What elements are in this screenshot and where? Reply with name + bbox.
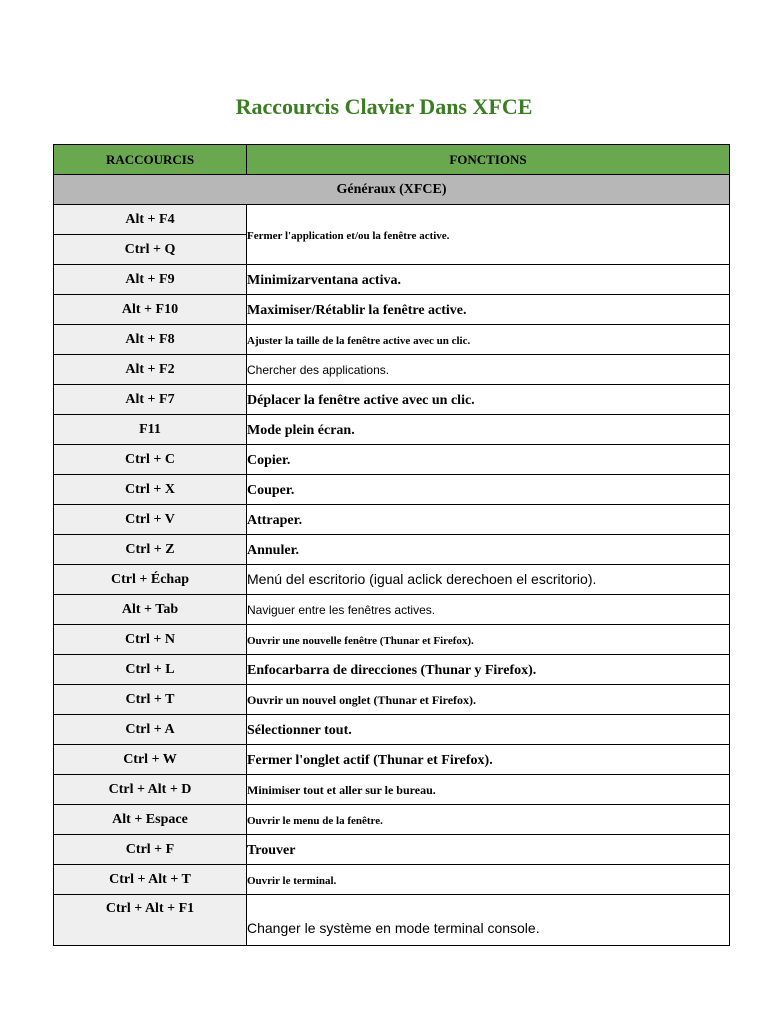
table-row [54,355,730,385]
shortcut-key: Ctrl + Alt + F1 [54,895,247,946]
shortcut-key: Ctrl + Échap [54,565,247,595]
shortcut-key: Alt + Tab [54,595,247,625]
table-row [54,415,730,445]
table-row [54,595,730,625]
column-header-shortcuts: RACCOURCIS [54,145,247,175]
table-row [54,625,730,655]
shortcut-function: Fermer l'onglet actif (Thunar et Firefox). [247,745,730,775]
shortcut-key: Ctrl + W [54,745,247,775]
shortcut-key: Ctrl + A [54,715,247,745]
shortcut-key: Alt + F7 [54,385,247,415]
shortcut-key: Alt + F9 [54,265,247,295]
table-row [54,805,730,835]
shortcut-function: Fermer l'application et/ou la fenêtre active. [247,205,730,265]
shortcut-function: Mode plein écran. [247,415,730,445]
shortcut-function: Trouver [247,835,730,865]
shortcut-function: Annuler. [247,535,730,565]
shortcut-key: Alt + Espace [54,805,247,835]
table-row [54,535,730,565]
shortcut-key: Alt + F10 [54,295,247,325]
shortcut-function: Minimizarventana activa. [247,265,730,295]
shortcut-key: Ctrl + C [54,445,247,475]
shortcut-function: Naviguer entre les fenêtres actives. [247,595,730,625]
shortcut-key: Alt + F2 [54,355,247,385]
table-row [54,475,730,505]
table-row [54,265,730,295]
shortcut-function: Ouvrir un nouvel onglet (Thunar et Firefox). [247,685,730,715]
page-title: Raccourcis Clavier Dans XFCE [235,94,533,119]
shortcut-function: Changer le système en mode terminal console. [247,895,730,946]
shortcut-function: Couper. [247,475,730,505]
shortcut-function: Ouvrir une nouvelle fenêtre (Thunar et Firefox). [247,625,730,655]
shortcut-key: Ctrl + Alt + D [54,775,247,805]
shortcut-function: Sélectionner tout. [247,715,730,745]
shortcut-key: Ctrl + L [54,655,247,685]
shortcut-key: Ctrl + N [54,625,247,655]
table-row [54,655,730,685]
table-row [54,445,730,475]
shortcut-key: Alt + F4 [54,205,247,235]
shortcut-key: Ctrl + V [54,505,247,535]
shortcut-function: Ajuster la taille de la fenêtre active avec un clic. [247,325,730,355]
table-row [54,565,730,595]
table-row [54,385,730,415]
shortcut-key: Ctrl + Alt + T [54,865,247,895]
section-title: Généraux (XFCE) [54,175,730,205]
shortcut-function: Ouvrir le terminal. [247,865,730,895]
shortcut-function: Déplacer la fenêtre active avec un clic. [247,385,730,415]
table-row [54,895,730,946]
table-header-row [54,145,730,175]
shortcuts-table [53,144,730,946]
table-row [54,865,730,895]
shortcut-function: Maximiser/Rétablir la fenêtre active. [247,295,730,325]
shortcut-key: Ctrl + F [54,835,247,865]
table-row [54,205,730,235]
shortcut-function: Chercher des applications. [247,355,730,385]
shortcut-function: Attraper. [247,505,730,535]
shortcut-function: Minimiser tout et aller sur le bureau. [247,775,730,805]
shortcut-key: F11 [54,415,247,445]
table-row [54,745,730,775]
table-row [54,835,730,865]
shortcut-key: Ctrl + Q [54,235,247,265]
section-row [54,175,730,205]
shortcut-function: Enfocarbarra de direcciones (Thunar y Firefox). [247,655,730,685]
table-row [54,505,730,535]
shortcut-key: Alt + F8 [54,325,247,355]
table-row [54,685,730,715]
table-row [54,715,730,745]
shortcut-key: Ctrl + Z [54,535,247,565]
shortcut-function: Menú del escritorio (igual aclick derechoen el escritorio). [247,565,730,595]
table-row [54,775,730,805]
table-row [54,295,730,325]
shortcut-key: Ctrl + X [54,475,247,505]
table-row [54,325,730,355]
shortcut-function: Copier. [247,445,730,475]
shortcut-key: Ctrl + T [54,685,247,715]
column-header-functions: FONCTIONS [247,145,730,175]
shortcut-function: Ouvrir le menu de la fenêtre. [247,805,730,835]
